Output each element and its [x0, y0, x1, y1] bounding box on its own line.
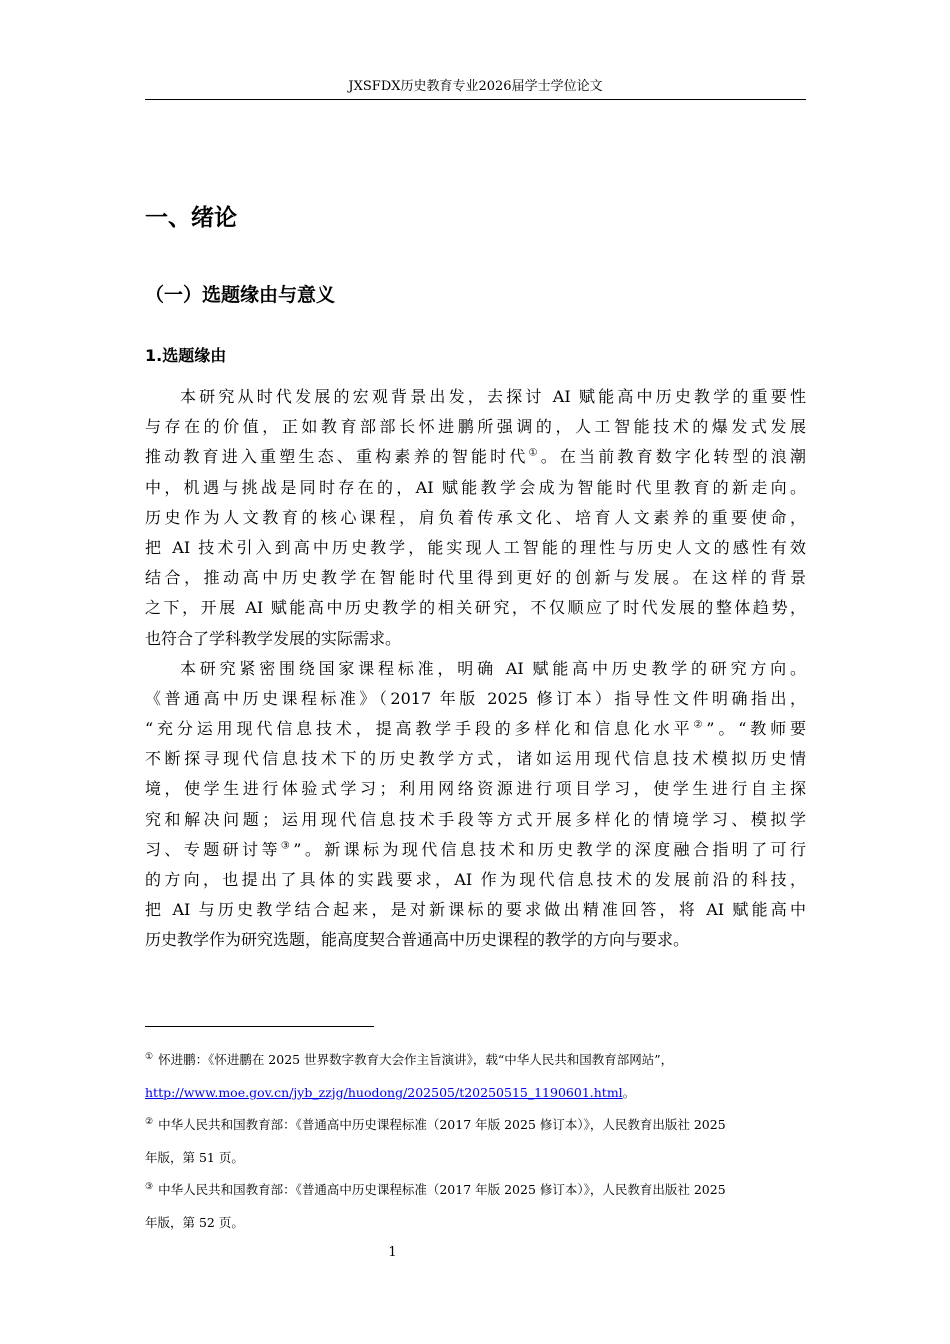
paragraph-2-line: 的方向，也提出了具体的实践要求，AI 作为现代信息技术的发展前沿的科技，: [145, 870, 806, 889]
footnote-3-continued: 年版，第 52 页。: [145, 1214, 244, 1230]
line-text: ”。新课标为现代信息技术和历史教学的深度融合指明了可行: [293, 839, 806, 859]
footnote-2-continued: 年版，第 51 页。: [145, 1149, 244, 1165]
footnote-separator: [145, 1026, 374, 1027]
running-header: JXSFDX历史教育专业2026届学士学位论文: [348, 79, 603, 94]
line-text: 。在当前教育数字化转型的浪潮: [540, 447, 806, 467]
paragraph-1-line: 也符合了学科教学发展的实际需求。: [145, 628, 402, 648]
paragraph-2-line: [145, 835, 806, 865]
subsection-heading: 1.选题缘由: [145, 346, 227, 365]
footnote-ref-3[interactable]: ③: [280, 840, 294, 852]
section-heading: （一）选题缘由与意义: [145, 284, 336, 306]
paragraph-1-line: 把 AI 技术引入到高中历史教学，能实现人工智能的理性与历史人文的感性有效: [145, 537, 806, 557]
footnote-mark: ②: [145, 1116, 154, 1127]
footnote-text: 中华人民共和国教育部：《普通高中历史课程标准（2017 年版 2025 修订本）》，人民教育出版社 2025: [158, 1182, 726, 1197]
paragraph-1-line: [145, 442, 806, 472]
paragraph-2-line: 不断探寻现代信息技术下的历史教学方式，诸如运用现代信息技术模拟历史情: [145, 749, 806, 769]
paragraph-2-line: 境，使学生进行体验式学习；利用网络资源进行项目学习，使学生进行自主探: [145, 779, 806, 799]
footnote-link[interactable]: http://www.moe.gov.cn/jyb_zzjg/huodong/202505/t20250515_1190601.html: [145, 1084, 623, 1100]
chapter-heading: 一、绪论: [145, 205, 237, 231]
footnote-3: [145, 1174, 806, 1207]
body-text: [145, 382, 806, 956]
footnote-ref-1[interactable]: ①: [528, 448, 541, 460]
footnote-mark: ①: [145, 1051, 154, 1062]
header-rule: [145, 99, 806, 100]
paragraph-2-line: 《普通高中历史课程标准》（2017 年版 2025 修订本）指导性文件明确指出，: [145, 688, 806, 708]
line-text: 推动教育进入重塑生态、重构素养的智能时代: [145, 447, 529, 467]
paragraph-1-line: 结合，推动高中历史教学在智能时代里得到更好的创新与发展。在这样的背景: [145, 568, 806, 588]
paragraph-1-line: 中，机遇与挑战是同时存在的，AI 赋能教学会成为智能时代里教育的新走向。: [145, 477, 806, 497]
paragraph-2-line: 究和解决问题；运用现代信息技术手段等方式开展多样化的情境学习、模拟学: [145, 809, 806, 829]
paragraph-1-line: 历史作为人文教育的核心课程，肩负着传承文化、培育人文素养的重要使命，: [145, 507, 806, 527]
paragraph-1-line: 与存在的价值，正如教育部部长怀进鹏所强调的，人工智能技术的爆发式发展: [145, 417, 806, 437]
paragraph-2-line: 历史教学作为研究选题，能高度契合普通高中历史课程的教学的方向与要求。: [145, 930, 690, 950]
footnote-text: 。: [622, 1084, 636, 1100]
line-text: ”。“教师要: [706, 719, 806, 739]
paragraph-1-line: 本研究从时代发展的宏观背景出发，去探讨 AI 赋能高中历史教学的重要性: [180, 387, 806, 406]
page-number: 1: [388, 1245, 397, 1260]
footnote-ref-2[interactable]: ②: [693, 719, 707, 731]
paragraph-2-line: 本研究紧密围绕国家课程标准，明确 AI 赋能高中历史教学的研究方向。: [180, 658, 806, 678]
footnote-1-continued: [145, 1077, 806, 1110]
footnote-2: [145, 1109, 806, 1142]
footnotes: [145, 1044, 806, 1239]
footnote-mark: ③: [145, 1181, 154, 1192]
footnote-text: 怀进鹏：《怀进鹏在 2025 世界数字教育大会作主旨演讲》，载“中华人民共和国教育部网站”，: [158, 1052, 674, 1067]
footnote-1: [145, 1044, 806, 1077]
footnote-text: 中华人民共和国教育部：《普通高中历史课程标准（2017 年版 2025 修订本）》，人民教育出版社 2025: [158, 1117, 726, 1132]
paragraph-1-line: 之下，开展 AI 赋能高中历史教学的相关研究，不仅顺应了时代发展的整体趋势，: [145, 598, 806, 618]
paragraph-2-line: 把 AI 与历史教学结合起来，是对新课标的要求做出精准回答，将 AI 赋能高中: [145, 900, 806, 920]
line-text: “充分运用现代信息技术，提高教学手段的多样化和信息化水平: [145, 719, 694, 739]
paragraph-2-line: [145, 714, 806, 744]
line-text: 习、专题研讨等: [145, 839, 281, 859]
